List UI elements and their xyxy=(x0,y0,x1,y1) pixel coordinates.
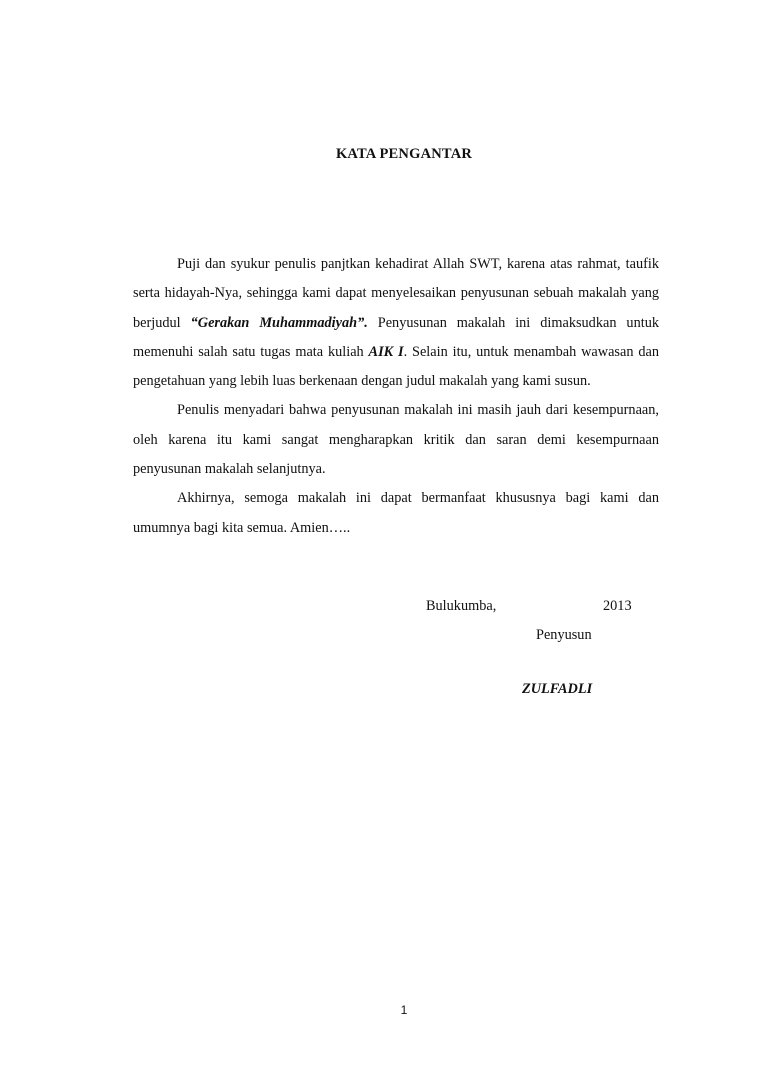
page-title: KATA PENGANTAR xyxy=(335,146,473,162)
course-name-text: AIK I xyxy=(368,343,404,360)
paragraph-3 xyxy=(133,484,659,543)
makalah-title-text: “Gerakan Muhammadiyah”. xyxy=(190,314,368,331)
signature-place: Bulukumba, xyxy=(426,598,497,614)
paragraph-2 xyxy=(133,396,659,484)
paragraph-1-part-3: . Selain itu, untuk menambah wawasan dan pengetahuan yang lebih luas berkenaan dengan judul makalah yang kami susun. xyxy=(133,343,659,390)
paragraph-3-text: Akhirnya, semoga makalah ini dapat bermanfaat khususnya bagi kami dan umumnya bagi kita semua. Amien….. xyxy=(133,490,659,536)
signature-year: 2013 xyxy=(603,598,632,614)
paragraph-1 xyxy=(133,250,659,396)
page-number: 1 xyxy=(400,1003,408,1017)
signature-name: ZULFADLI xyxy=(522,681,593,697)
paragraph-1-part-1: Puji dan syukur penulis panjtkan kehadirat Allah SWT, karena atas rahmat, taufik serta hidayah-Nya, sehingga kami dapat menyelesaikan penyusunan sebuah makalah yang berjudul xyxy=(133,256,659,331)
signature-role: Penyusun xyxy=(536,627,592,643)
paragraph-2-text: Penulis menyadari bahwa penyusunan makalah ini masih jauh dari kesempurnaan, oleh karena itu kami sangat mengharapkan kritik dan saran demi kesempurnaan penyusunan makalah selanjutnya. xyxy=(133,402,659,478)
body-text xyxy=(133,250,659,543)
paragraph-1-part-2: Penyusunan makalah ini dimaksudkan untuk memenuhi salah satu tugas mata kuliah xyxy=(133,314,659,360)
